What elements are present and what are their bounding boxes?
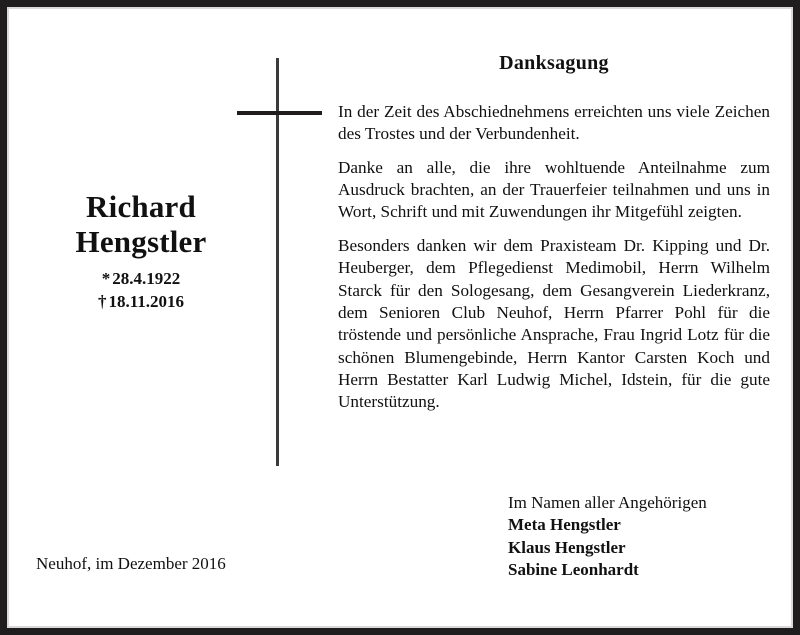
cross-vertical-bar bbox=[276, 58, 279, 466]
deceased-name bbox=[16, 190, 266, 259]
signature-block bbox=[508, 492, 770, 581]
acknowledgement-paragraph: In der Zeit des Abschiednehmens erreichten uns viele Zeichen des Trostes und der Verbundenheit. bbox=[338, 102, 770, 144]
acknowledgement-paragraph: Besonders danken wir dem Praxisteam Dr. Kipping und Dr. Heuberger, dem Pflegedienst Medimobil, Herrn Wilhelm Starck für den Sologesang, dem Gesangverein Liederkranz, dem Senioren Club Neuhof, Herrn Pfarrer Pohl für die tröstende und persönliche Ansprache, Frau Ingrid Lotz für die schönen Blumengebinde, Herrn Kantor Carsten Koch und Herrn Bestatter Karl Ludwig Michel, Idstein, für die gute Unterstützung. bbox=[338, 235, 770, 412]
signatory-name: Klaus Hengstler bbox=[508, 537, 626, 557]
acknowledgement-title: Danksagung bbox=[499, 52, 609, 74]
deceased-block bbox=[16, 190, 266, 314]
acknowledgement-paragraph: Danke an alle, die ihre wohltuende Anteilnahme zum Ausdruck brachten, an der Trauerfeier teilnahmen und uns in Wort, Schrift und mit Zuwendungen ihr Mitgefühl zeigten. bbox=[338, 157, 770, 222]
acknowledgement-body bbox=[338, 101, 770, 414]
signature-intro: Im Namen aller Angehörigen bbox=[508, 493, 707, 512]
death-dagger-icon: † bbox=[97, 292, 107, 312]
place-and-date: Neuhof, im Dezember 2016 bbox=[36, 554, 226, 573]
birth-date: 28.4.1922 bbox=[112, 269, 181, 289]
birth-star-icon: * bbox=[101, 269, 111, 289]
cross-horizontal-bar bbox=[237, 111, 322, 115]
deceased-first-name: Richard bbox=[86, 189, 196, 224]
acknowledgement-block bbox=[338, 52, 770, 414]
signatory-name: Sabine Leonhardt bbox=[508, 559, 639, 579]
signatory-name: Meta Hengstler bbox=[508, 515, 621, 535]
death-date: 18.11.2016 bbox=[108, 292, 185, 312]
deceased-dates bbox=[16, 268, 266, 314]
death-date-line bbox=[16, 291, 266, 314]
birth-date-line bbox=[16, 268, 266, 291]
deceased-last-name: Hengstler bbox=[75, 223, 207, 259]
